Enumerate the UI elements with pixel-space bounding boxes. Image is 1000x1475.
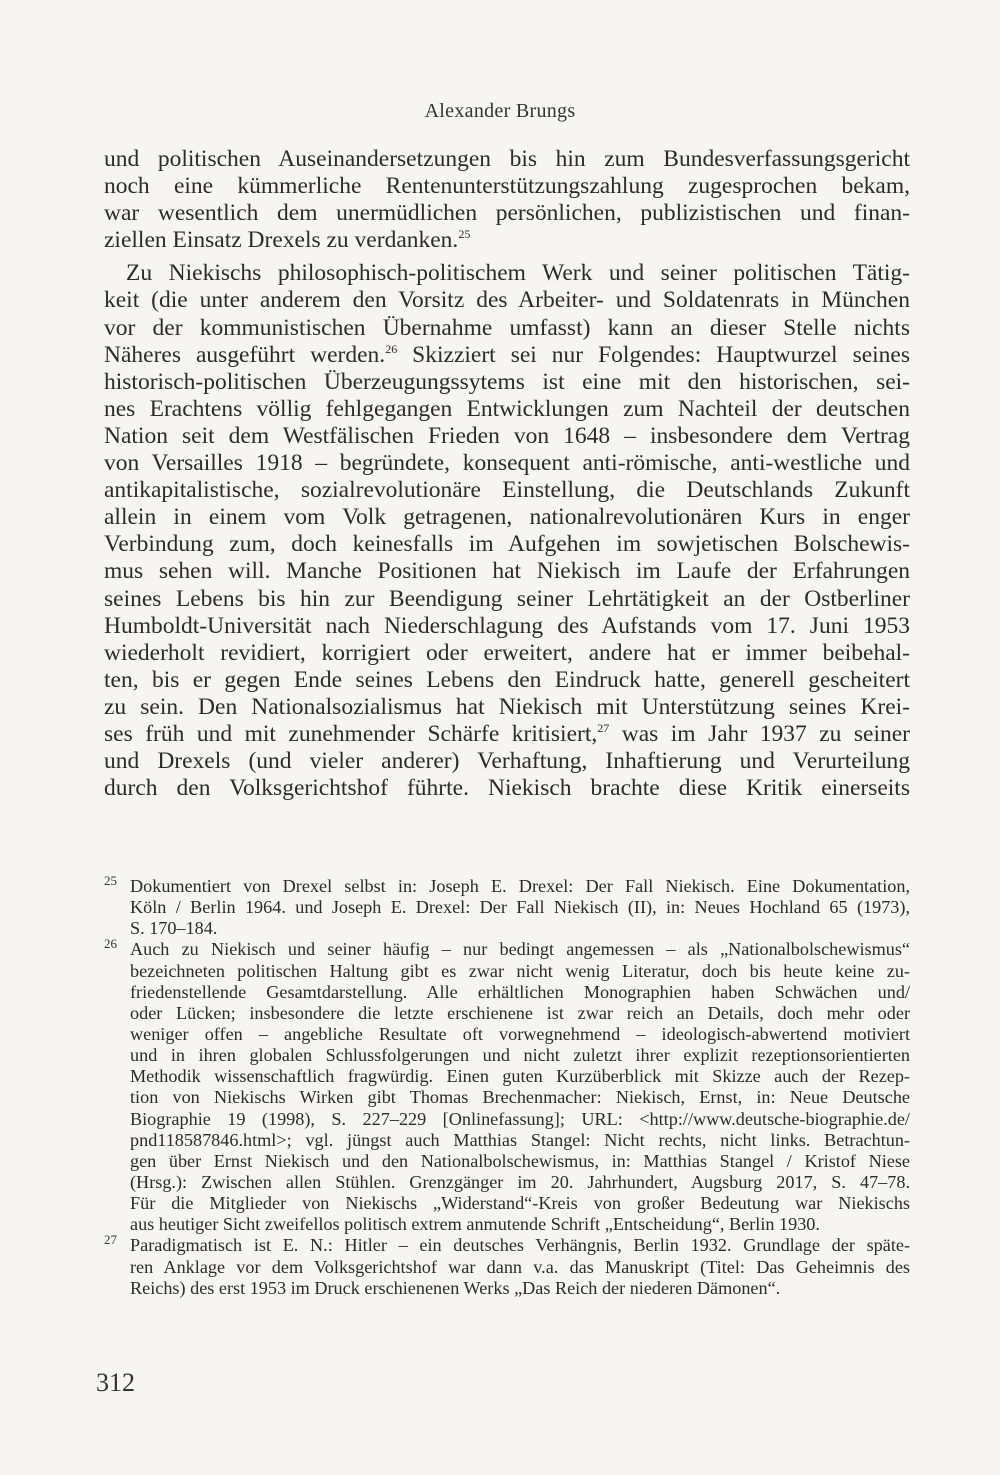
footnote-number: 26 <box>104 936 117 952</box>
footnotes <box>104 873 910 1299</box>
footnote-line: Auch zu Niekisch und seiner häufig – nur bedingt angemessen – als „Nationalbolschewismus“ <box>130 939 910 960</box>
body-line: war wesentlich dem unermüdlichen persönlichen, publizistischen und finan- <box>104 200 910 227</box>
body-line: durch den Volksgerichtshof führte. Niekisch brachte diese Kritik einerseits <box>104 775 910 802</box>
body-line: mus sehen will. Manche Positionen hat Niekisch im Laufe der Erfahrungen <box>104 558 910 585</box>
footnote-line: Köln / Berlin 1964. und Joseph E. Drexel: Der Fall Niekisch (II), in: Neues Hochland 65 (1973), <box>130 897 910 918</box>
body-line: Verbindung zum, doch keinesfalls im Aufgehen im sowjetischen Bolschewis- <box>104 531 910 558</box>
footnote-line: Für die Mitglieder von Niekischs „Widerstand“-Kreis von großer Bedeutung war Niekischs <box>130 1193 910 1214</box>
running-head: Alexander Brungs <box>424 100 576 122</box>
footnote-line: aus heutiger Sicht zweifellos politisch extrem anmutende Schrift „Entscheidung“, Berlin 1930. <box>130 1214 820 1235</box>
body-line: Humboldt-Universität nach Niederschlagung des Aufstands vom 17. Juni 1953 <box>104 612 910 639</box>
footnote-line: tion von Niekischs Wirken gibt Thomas Brechenmacher: Niekisch, Ernst, in: Neue Deutsche <box>130 1087 910 1108</box>
body-line: keit (die unter anderem den Vorsitz des Arbeiter- und Soldatenrats in München <box>104 287 910 314</box>
body-line <box>104 342 910 369</box>
body-text <box>104 146 910 802</box>
body-line: und politischen Auseinandersetzungen bis hin zum Bundesverfassungsgericht <box>104 146 910 172</box>
body-text-run: ses früh und mit zunehmender Schärfe kritisiert, <box>104 720 598 747</box>
body-line: nes Erachtens völlig fehlgegangen Entwicklungen zum Nachteil der deutschen <box>104 395 910 422</box>
body-text-run: Skizziert sei nur Folgendes: Hauptwurzel seines <box>397 341 911 368</box>
body-line: zu sein. Den Nationalsozialismus hat Niekisch mit Unterstützung seines Krei- <box>104 693 910 720</box>
page-number: 312 <box>96 1368 135 1397</box>
body-line: antikapitalistische, sozialrevolutionäre Einstellung, die Deutschlands Zukunft <box>104 477 910 504</box>
body-line: seines Lebens bis hin zur Beendigung seiner Lehrtätigkeit an der Ostberliner <box>104 585 910 612</box>
footnote-line: ren Anklage vor dem Volksgerichtshof war dann v.a. das Manuskript (Titel: Das Geheimnis des <box>130 1256 910 1277</box>
footnote-line: S. 170–184. <box>130 918 218 939</box>
footnote-line: oder Lücken; insbesondere die letzte erschienene ist zwar reich an Details, doch mehr oder <box>130 1002 910 1023</box>
footnote-line: Reichs) des erst 1953 im Druck erschienenen Werks „Das Reich der niederen Dämonen“. <box>130 1277 781 1298</box>
body-line: Zu Niekischs philosophisch-politischem Werk und seiner politischen Tätig- <box>126 260 910 287</box>
body-line <box>104 721 910 748</box>
footnote-line: weniger offen – angebliche Resultate oft vorwegnehmend – ideologisch-abwertend motiviert <box>130 1023 910 1044</box>
footnote-line: pnd118587846.html>; vgl. jüngst auch Matthias Stangel: Nicht rechts, nicht links. Betrachtun- <box>130 1129 910 1150</box>
footnote-number: 25 <box>104 873 117 888</box>
footnote-27 <box>104 1232 910 1298</box>
body-text-run: was im Jahr 1937 zu seiner <box>609 720 910 747</box>
footnote-ref-25[interactable]: 25 <box>458 227 471 242</box>
body-line: wiederholt revidiert, korrigiert oder erweitert, andere hat er immer beibehal- <box>104 639 910 666</box>
body-line: vor der kommunistischen Übernahme umfasst) kann an dieser Stelle nichts <box>104 314 910 341</box>
footnote-line: Dokumentiert von Drexel selbst in: Joseph E. Drexel: Der Fall Niekisch. Eine Dokumentation, <box>130 876 910 896</box>
footnote-number: 27 <box>104 1232 117 1248</box>
body-line: historisch-politischen Überzeugungssytems ist eine mit den historischen, sei- <box>104 368 910 395</box>
footnote-line: Paradigmatisch ist E. N.: Hitler – ein deutsches Verhängnis, Berlin 1932. Grundlage der späte- <box>130 1235 910 1256</box>
footnote-line: gen über Ernst Niekisch und den Nationalbolschewismus, in: Matthias Stangel / Kristof Niese <box>130 1150 910 1171</box>
footnote-line: Methodik wissenschaftlich fragwürdig. Einen guten Kurzüberblick mit Skizze auch der Rezep- <box>130 1066 910 1087</box>
body-text-run: Näheres ausgeführt werden. <box>104 341 386 368</box>
footnote-ref-27[interactable]: 27 <box>597 720 610 735</box>
footnote-ref-26[interactable]: 26 <box>385 341 398 356</box>
footnote-25 <box>104 873 910 939</box>
footnote-line: Biographie 19 (1998), S. 227–229 [Onlinefassung]; URL: <http://www.deutsche-biographie.de/ <box>130 1108 910 1129</box>
body-line: von Versailles 1918 – begründete, konsequent anti-römische, anti-westliche und <box>104 450 910 477</box>
body-line <box>104 227 910 254</box>
footnote-line: und in ihren globalen Schlussfolgerungen und nicht zuletzt ihrer explizit rezeptionsorientierten <box>130 1045 910 1066</box>
footnote-26 <box>104 936 910 1235</box>
footnote-line: (Hrsg.): Zwischen allen Stühlen. Grenzgänger im 20. Jahrhundert, Augsburg 2017, S. 47–78. <box>130 1171 910 1192</box>
body-text-run: ziellen Einsatz Drexels zu verdanken. <box>104 227 459 254</box>
body-line: Nation seit dem Westfälischen Frieden von 1648 – insbesondere dem Vertrag <box>104 422 910 449</box>
footnote-line: bezeichneten politischen Haltung gibt es zwar nicht wenig Literatur, doch bis heute keine zu- <box>130 960 910 981</box>
body-line: noch eine kümmerliche Rentenunterstützungszahlung zugesprochen bekam, <box>104 173 910 200</box>
footnote-line: friedenstellende Gesamtdarstellung. Alle erhältlichen Monographien haben Schwächen und/ <box>130 981 910 1002</box>
body-line: und Drexels (und vieler anderer) Verhaftung, Inhaftierung und Verurteilung <box>104 748 910 775</box>
body-line: allein in einem vom Volk getragenen, nationalrevolutionären Kurs in enger <box>104 504 910 531</box>
body-line: ten, bis er gegen Ende seines Lebens den Eindruck hatte, generell gescheitert <box>104 666 910 693</box>
